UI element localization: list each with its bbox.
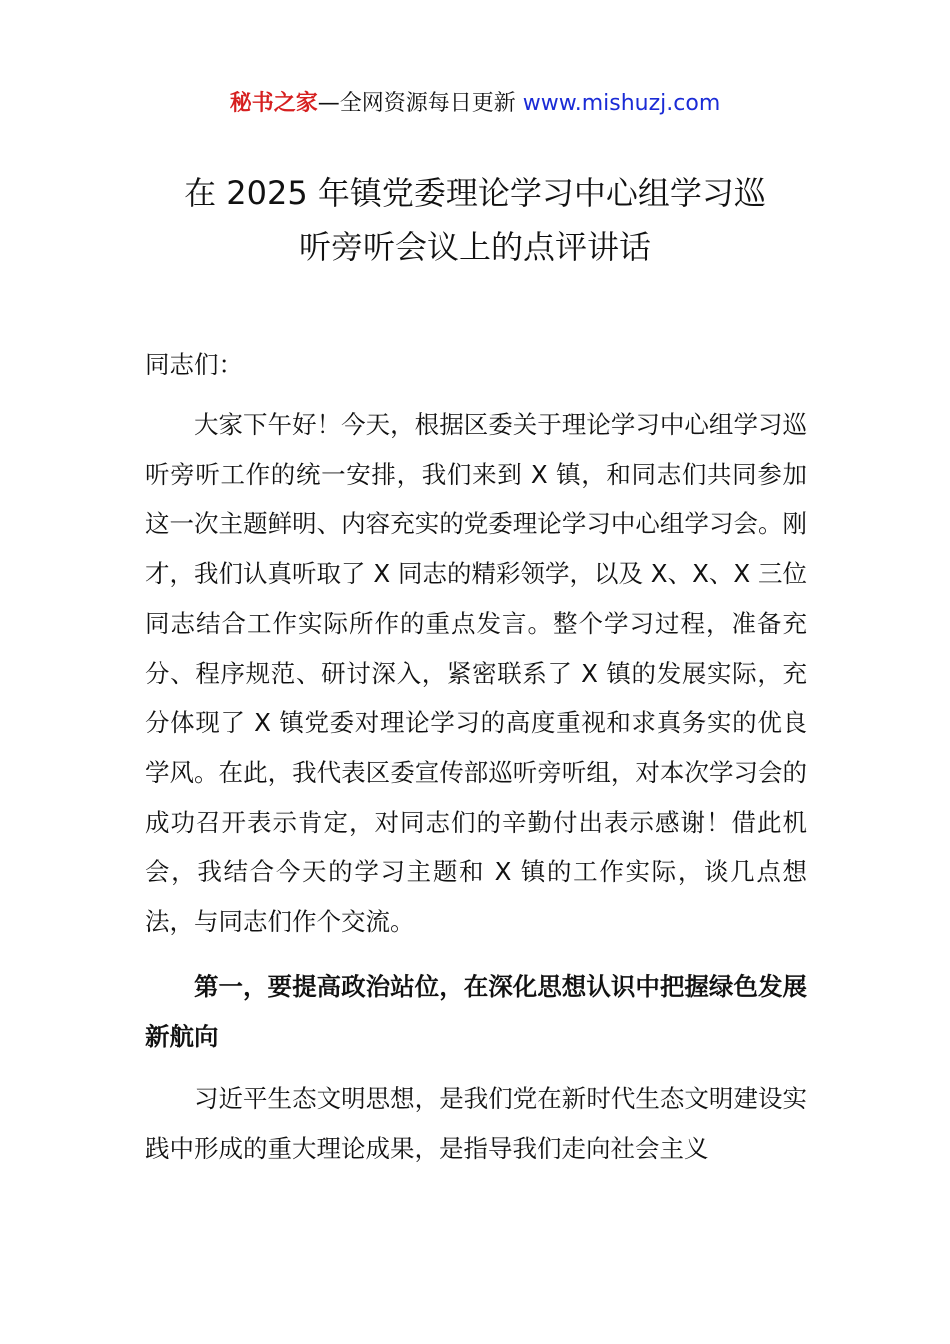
brand-name: 秘书之家 [229, 91, 318, 116]
header-tagline: —全网资源每日更新 [317, 91, 523, 116]
document-title [120, 166, 830, 274]
body-paragraph-1: 大家下午好！今天，根据区委关于理论学习中心组学习巡听旁听工作的统一安排，我们来到 X 镇，和同志们共同参加这一次主题鲜明、内容充实的党委理论学习中心组学习会。刚才，我们认真听取了 X 同志的精彩领学，以及 X、X、X 三位同志结合工作实际所作的重点发言。整个学习过程，准备充分、程序规范、研讨深入，紧密联系了 X 镇的发展实际，充分体现了 X 镇党委对理论学习的高度重视和求真务实的优良学风。在此，我代表区委宣传部巡听旁听组，对本次学习会的成功召开表示肯定，对同志们的辛勤付出表示感谢！借此机会，我结合今天的学习主题和 X 镇的工作实际，谈几点想法，与同志们作个交流。 [145, 410, 807, 937]
section-heading-1: 第一，要提高政治站位，在深化思想认识中把握绿色发展新航向 [145, 972, 807, 1051]
title-line-1: 在 2025 年镇党委理论学习中心组学习巡 [184, 174, 766, 212]
title-line-2: 听旁听会议上的点评讲话 [298, 228, 651, 266]
site-header [0, 86, 950, 122]
body-paragraph-2: 习近平生态文明思想，是我们党在新时代生态文明建设实践中形成的重大理论成果，是指导我们走向社会主义 [145, 1084, 807, 1163]
salutation: 同志们： [145, 350, 243, 379]
site-url-link[interactable]: www.mishuzj.com [522, 91, 721, 116]
